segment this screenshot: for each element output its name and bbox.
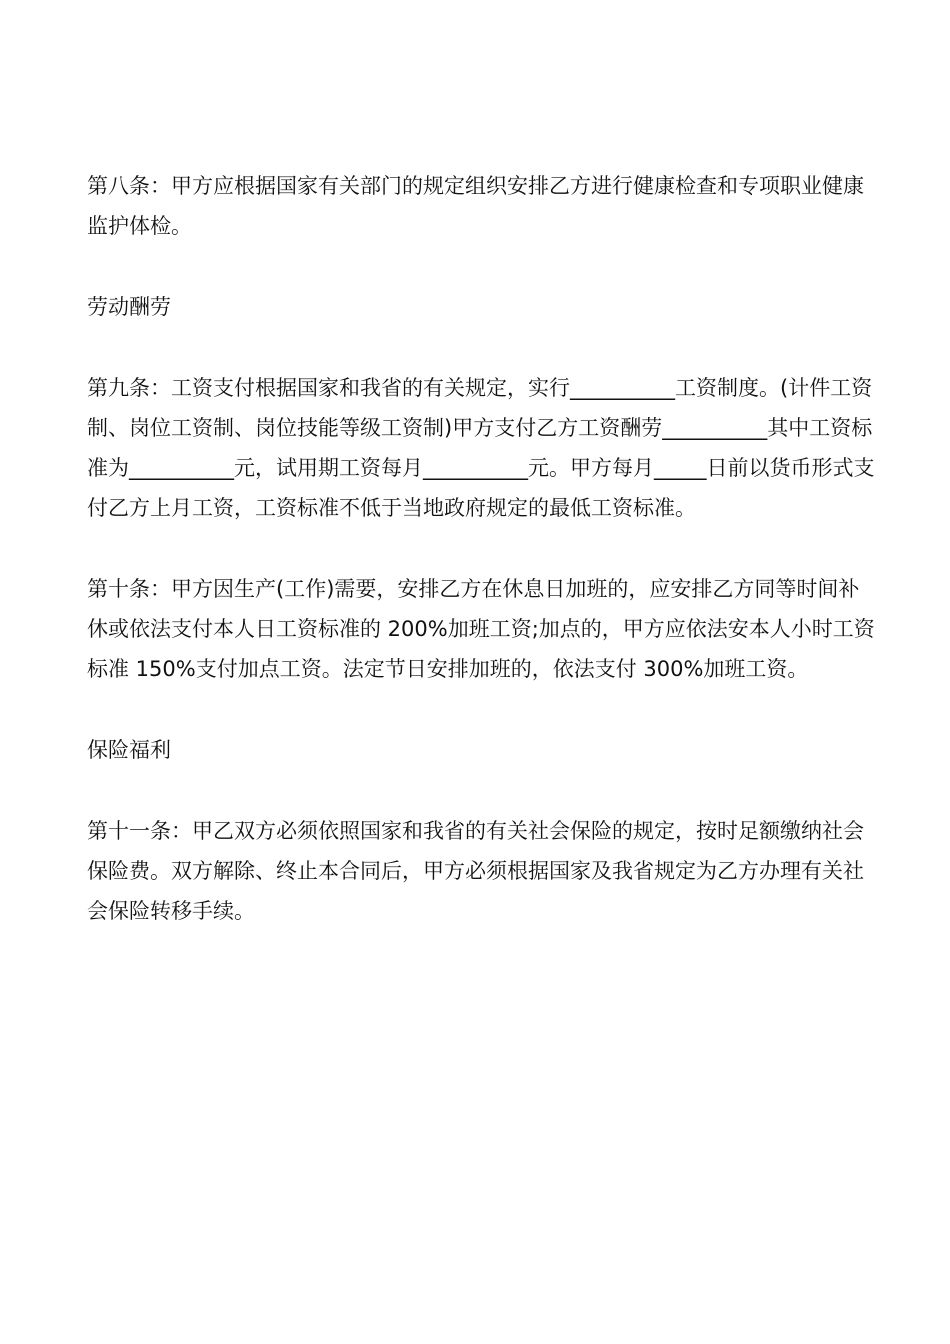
section-heading-remuneration: 劳动酬劳 xyxy=(87,295,171,319)
paragraph-spacer xyxy=(87,528,877,569)
paragraph-spacer xyxy=(87,689,877,730)
paragraph-spacer xyxy=(87,327,877,368)
article-10-paragraph: 第十条：甲方因生产(工作)需要，安排乙方在休息日加班的，应安排乙方同等时间补休或依法支付本人日工资标准的 200%加班工资;加点的，甲方应依法安本人小时工资标准 150%支付加点工资。法定节日安排加班的，依法支付 300%加班工资。 xyxy=(87,577,875,681)
article-11-paragraph: 第十一条：甲乙双方必须依照国家和我省的有关社会保险的规定，按时足额缴纳社会保险费。双方解除、终止本合同后，甲方必须根据国家及我省规定为乙方办理有关社会保险转移手续。 xyxy=(87,819,864,923)
section-heading-insurance: 保险福利 xyxy=(87,738,171,762)
document-body xyxy=(87,166,877,931)
paragraph-spacer xyxy=(87,246,877,287)
article-9-paragraph: 第九条：工资支付根据国家和我省的有关规定，实行__________工资制度。(计件工资制、岗位工资制、岗位技能等级工资制)甲方支付乙方工资酬劳__________其中工资标准为__________元，试用期工资每月__________元。甲方每月_____日前以货币形式支付乙方上月工资，工资标准不低于当地政府规定的最低工资标准。 xyxy=(87,376,875,520)
article-8-paragraph: 第八条：甲方应根据国家有关部门的规定组织安排乙方进行健康检查和专项职业健康监护体检。 xyxy=(87,174,864,238)
paragraph-spacer xyxy=(87,770,877,811)
